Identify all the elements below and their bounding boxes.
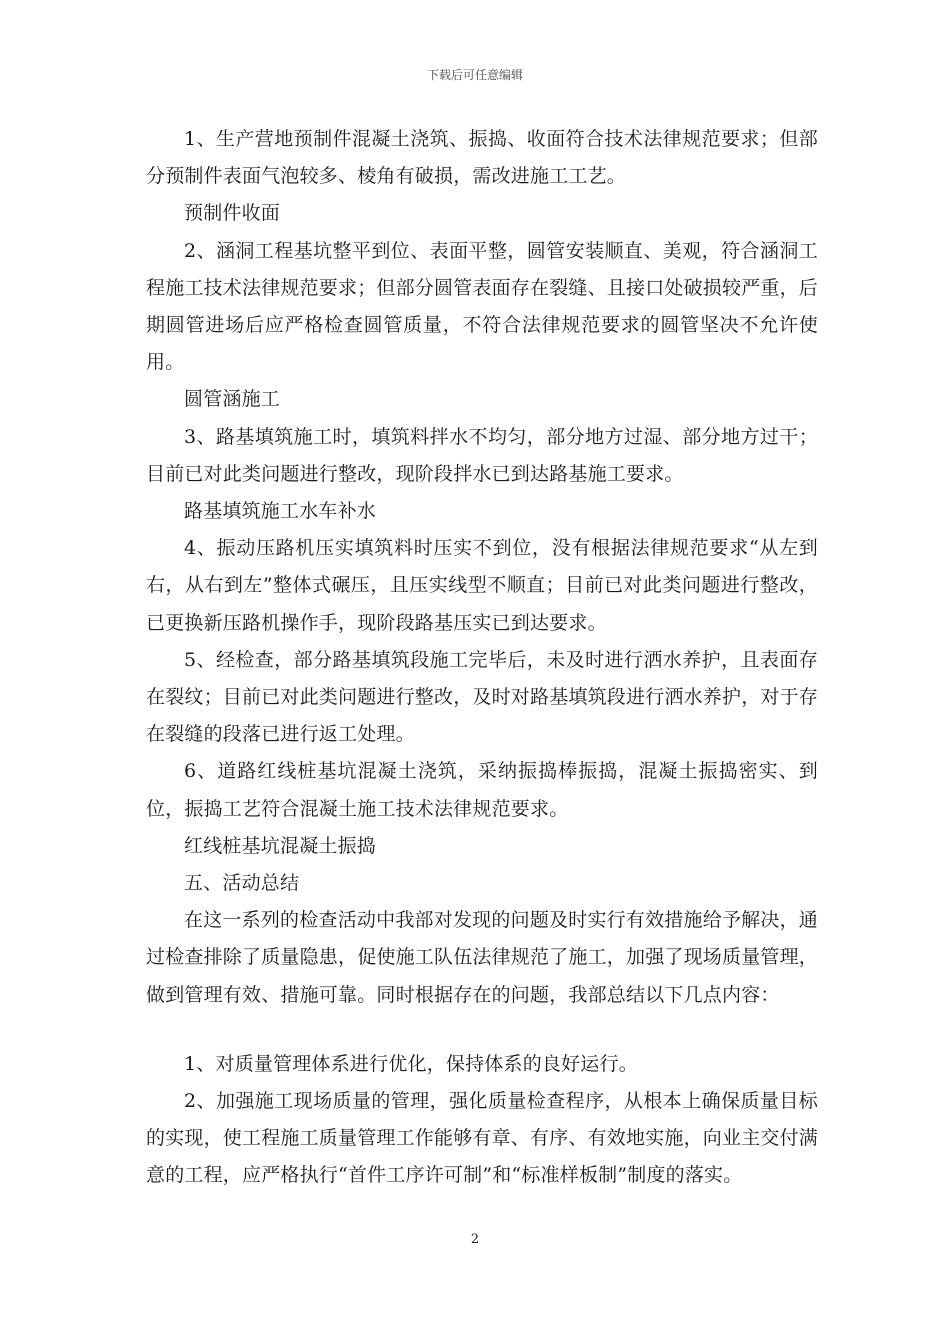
paragraph-item-6: 6、道路红线桩基坑混凝土浇筑，采纳振捣棒振捣，混凝土振捣密实、到位，振捣工艺符合混凝土施工技术法律规范要求。 bbox=[146, 760, 818, 820]
caption-prefab-finishing: 预制件收面 bbox=[184, 202, 281, 225]
paragraph-item-4: 4、振动压路机压实填筑料时压实不到位，没有根据法律规范要求“从左到右，从右到左”整体式碾压，且压实线型不顺直；目前已对此类问题进行整改，已更换新压路机操作手，现阶段路基压实已到达要求。 bbox=[146, 537, 818, 634]
paragraph-summary: 在这一系列的检查活动中我部对发现的问题及时实行有效措施给予解决，通过检查排除了质量隐患，促使施工队伍法律规范了施工，加强了现场质量管理，做到管理有效、措施可靠。同时根据存在的问题，我部总结以下几点内容： bbox=[146, 909, 819, 1006]
paragraph-item-2: 2、涵洞工程基坑整平到位、表面平整，圆管安装顺直、美观，符合涵洞工程施工技术法律规范要求；但部分圆管表面存在裂缝、且接口处破损较严重，后期圆管进场后应严格检查圆管质量，不符合法律规范要求的圆管坚决不允许使用。 bbox=[146, 239, 819, 374]
page-number: 2 bbox=[470, 1232, 480, 1247]
caption-water-truck: 路基填筑施工水车补水 bbox=[184, 500, 377, 523]
paragraph-item-5: 5、经检查，部分路基填筑段施工完毕后，未及时进行洒水养护，且表面存在裂纹；目前已对此类问题进行整改，及时对路基填筑段进行洒水养护，对于存在裂缝的段落已进行返工处理。 bbox=[146, 648, 819, 746]
paragraph-item-1: 1、生产营地预制件混凝土浇筑、振捣、收面符合技术法律规范要求；但部分预制件表面气泡较多、棱角有破损，需改进施工工艺。 bbox=[146, 128, 818, 188]
caption-pipe-culvert: 圆管涵施工 bbox=[184, 388, 281, 411]
paragraph-point-2: 2、加强施工现场质量的管理，强化质量检查程序，从根本上确保质量目标的实现，使工程施工质量管理工作能够有章、有序、有效地实施，向业主交付满意的工程，应严格执行“首件工序许可制”和“标准样板制”制度的落实。 bbox=[146, 1090, 819, 1187]
page-header: 下载后可任意编辑 bbox=[426, 68, 523, 82]
paragraph-point-1: 1、对质量管理体系进行优化，保持体系的良好运行。 bbox=[184, 1052, 638, 1075]
section-heading-summary: 五、活动总结 bbox=[184, 872, 300, 895]
paragraph-spacer bbox=[146, 1014, 818, 1046]
document-body bbox=[146, 121, 818, 1195]
paragraph-item-3: 3、路基填筑施工时，填筑料拌水不均匀，部分地方过湿、部分地方过干；目前已对此类问题进行整改，现阶段拌水已到达路基施工要求。 bbox=[146, 425, 818, 485]
caption-redline-pile: 红线桩基坑混凝土振捣 bbox=[184, 834, 377, 857]
